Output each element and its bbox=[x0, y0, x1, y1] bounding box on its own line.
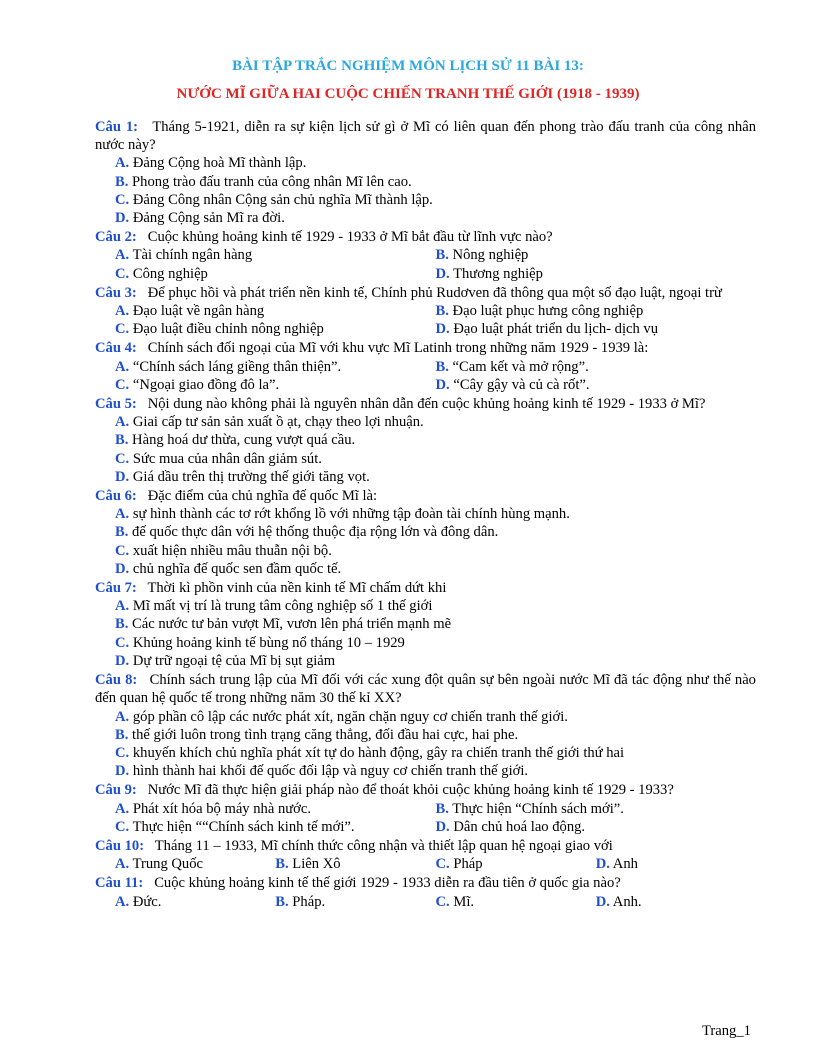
option-letter: C. bbox=[115, 265, 130, 282]
question-9 bbox=[95, 781, 756, 799]
option-letter: C. bbox=[115, 321, 130, 338]
option-letter: C. bbox=[115, 542, 130, 559]
option-letter: D. bbox=[115, 468, 130, 485]
option-letter: D. bbox=[435, 321, 450, 338]
option-text: “Chính sách láng giềng thân thiện”. bbox=[132, 358, 342, 375]
answer-option-a bbox=[115, 800, 436, 818]
option-letter: A. bbox=[115, 708, 130, 725]
option-letter: B. bbox=[115, 616, 129, 633]
answer-options bbox=[95, 413, 756, 486]
option-letter: A. bbox=[115, 358, 130, 375]
option-letter: C. bbox=[115, 634, 130, 651]
answer-option-d bbox=[596, 893, 756, 911]
question-text: Đặc điểm của chủ nghĩa đế quốc Mĩ là: bbox=[147, 488, 378, 505]
answer-option-b bbox=[436, 302, 757, 320]
question-text: Thời kì phồn vinh của nền kinh tế Mĩ chấm dứt khi bbox=[147, 580, 447, 597]
option-letter: D. bbox=[435, 265, 450, 282]
document-title: BÀI TẬP TRẮC NGHIỆM MÔN LỊCH SỬ 11 BÀI 13: bbox=[232, 58, 584, 74]
answer-option-a bbox=[115, 708, 756, 726]
answer-option-c bbox=[115, 744, 756, 762]
answer-option-c bbox=[115, 320, 436, 338]
answer-option-b bbox=[115, 523, 756, 541]
option-letter: B. bbox=[115, 432, 129, 449]
option-letter: D. bbox=[115, 210, 130, 227]
question-text: Nội dung nào không phải là nguyên nhân dẫn đến cuộc khủng hoảng kinh tế 1929 - 1933 ở Mĩ? bbox=[147, 396, 706, 413]
option-letter: B. bbox=[435, 358, 449, 375]
option-text: hình thành hai khối đế quốc đối lập và nguy cơ chiến tranh thế giới. bbox=[132, 763, 529, 780]
option-letter: B. bbox=[435, 303, 449, 320]
question-1 bbox=[95, 118, 756, 154]
question-list bbox=[95, 117, 756, 911]
question-label: Câu 7: bbox=[95, 580, 137, 597]
option-text: Sức mua của nhân dân giảm sút. bbox=[132, 450, 322, 467]
option-text: Đạo luật phục hưng công nghiệp bbox=[452, 303, 644, 320]
question-label: Câu 6: bbox=[95, 488, 137, 505]
option-letter: C. bbox=[115, 450, 130, 467]
option-letter: D. bbox=[595, 893, 610, 910]
answer-option-b bbox=[115, 431, 756, 449]
answer-option-d bbox=[436, 818, 757, 836]
option-text: khuyến khích chủ nghĩa phát xít tự do hành động, gây ra chiến tranh thế giới thứ hai bbox=[132, 744, 625, 761]
option-text: Đạo luật về ngân hàng bbox=[132, 303, 265, 320]
answer-option-c bbox=[115, 818, 436, 836]
answer-options bbox=[95, 708, 756, 781]
option-letter: A. bbox=[115, 414, 130, 431]
answer-options bbox=[95, 893, 756, 911]
option-text: Phát xít hóa bộ máy nhà nước. bbox=[132, 800, 312, 817]
answer-options bbox=[95, 302, 756, 338]
option-text: Đạo luật điều chỉnh nông nghiệp bbox=[132, 321, 324, 338]
option-letter: A. bbox=[115, 506, 130, 523]
option-letter: A. bbox=[115, 598, 130, 615]
option-text: Đảng Công nhân Cộng sản chủ nghĩa Mĩ thành lập. bbox=[132, 191, 433, 208]
answer-options bbox=[95, 154, 756, 227]
option-letter: C. bbox=[115, 744, 130, 761]
question-text: Để phục hồi và phát triển nền kinh tế, Chính phủ Rudơven đã thông qua một số đạo luật, ngoại trừ bbox=[147, 284, 722, 301]
answer-option-c bbox=[115, 265, 436, 283]
option-letter: B. bbox=[115, 726, 129, 743]
option-text: xuất hiện nhiều mâu thuẫn nội bộ. bbox=[132, 542, 332, 559]
answer-option-c bbox=[115, 376, 436, 394]
answer-option-c bbox=[436, 893, 596, 911]
answer-options bbox=[95, 597, 756, 670]
option-letter: B. bbox=[435, 800, 449, 817]
answer-option-a bbox=[115, 154, 756, 172]
option-text: Mĩ mất vị trí là trung tâm công nghiệp số 1 thế giới bbox=[132, 598, 433, 615]
document-subtitle: NƯỚC MĨ GIỮA HAI CUỘC CHIẾN TRANH THẾ GIỚI (1918 - 1939) bbox=[176, 86, 640, 102]
option-text: Đạo luật phát triển du lịch- dịch vụ bbox=[453, 321, 659, 338]
question-label: Câu 8: bbox=[95, 672, 138, 689]
option-text: góp phần cô lập các nước phát xít, ngăn chặn nguy cơ chiến tranh thế giới. bbox=[132, 708, 568, 725]
option-text: sự hình thành các tơ rớt khổng lồ với những tập đoàn tài chính hùng mạnh. bbox=[132, 506, 570, 523]
answer-option-b bbox=[436, 358, 757, 376]
option-text: “Cây gậy và củ cà rốt”. bbox=[453, 376, 590, 393]
option-letter: C. bbox=[435, 893, 450, 910]
answer-option-a bbox=[115, 302, 436, 320]
option-letter: A. bbox=[115, 303, 130, 320]
answer-options bbox=[95, 855, 756, 873]
answer-option-b bbox=[115, 615, 756, 633]
answer-option-d bbox=[115, 652, 756, 670]
option-text: đế quốc thực dân với hệ thống thuộc địa rộng lớn và đông dân. bbox=[132, 524, 499, 541]
answer-option-a bbox=[115, 505, 756, 523]
answer-option-d bbox=[436, 320, 757, 338]
question-text: Tháng 5-1921, diễn ra sự kiện lịch sử gì ở Mĩ có liên quan đến phong trào đấu tranh của công nhân nước này? bbox=[95, 119, 756, 154]
option-letter: B. bbox=[115, 524, 129, 541]
option-text: Dân chủ hoá lao động. bbox=[453, 818, 586, 835]
option-text: Nông nghiệp bbox=[452, 247, 529, 264]
option-text: Liên Xô bbox=[292, 856, 341, 873]
option-letter: A. bbox=[115, 247, 130, 264]
option-letter: B. bbox=[275, 893, 289, 910]
question-label: Câu 2: bbox=[95, 229, 137, 246]
answer-option-d bbox=[596, 855, 756, 873]
option-text: Giai cấp tư sản sản xuất ồ ạt, chạy theo lợi nhuận. bbox=[132, 414, 424, 431]
option-letter: D. bbox=[435, 376, 450, 393]
option-letter: D. bbox=[115, 652, 130, 669]
option-text: “Cam kết và mở rộng”. bbox=[452, 358, 589, 375]
option-letter: C. bbox=[115, 818, 130, 835]
option-letter: D. bbox=[595, 856, 610, 873]
question-11 bbox=[95, 874, 756, 892]
option-text: Phong trào đấu tranh của công nhân Mĩ lên cao. bbox=[132, 173, 412, 190]
option-text: Hàng hoá dư thừa, cung vượt quá cầu. bbox=[132, 432, 356, 449]
page-number: Trang_1 bbox=[702, 1023, 751, 1039]
answer-option-b bbox=[115, 173, 756, 191]
question-label: Câu 11: bbox=[95, 875, 144, 892]
question-label: Câu 5: bbox=[95, 396, 137, 413]
option-text: Các nước tư bản vượt Mĩ, vươn lên phá triển mạnh mẽ bbox=[132, 616, 452, 633]
option-letter: D. bbox=[435, 818, 450, 835]
answer-option-a bbox=[115, 246, 436, 264]
answer-options bbox=[95, 246, 756, 282]
option-text: Anh. bbox=[612, 893, 642, 910]
option-text: thế giới luôn trong tình trạng căng thẳng, đối đầu hai cực, hai phe. bbox=[132, 726, 519, 743]
option-text: Anh bbox=[612, 856, 638, 873]
option-letter: C. bbox=[115, 376, 130, 393]
option-text: Pháp bbox=[453, 856, 483, 873]
question-10 bbox=[95, 837, 756, 855]
option-text: “Ngoại giao đồng đô la”. bbox=[132, 376, 280, 393]
question-label: Câu 1: bbox=[95, 119, 138, 135]
question-3 bbox=[95, 284, 756, 302]
option-letter: C. bbox=[115, 191, 130, 208]
question-label: Câu 3: bbox=[95, 284, 137, 301]
answer-option-c bbox=[115, 191, 756, 209]
answer-option-d bbox=[115, 560, 756, 578]
answer-option-a bbox=[115, 597, 756, 615]
question-7 bbox=[95, 579, 756, 597]
answer-option-b bbox=[436, 246, 757, 264]
option-text: Tài chính ngân hàng bbox=[132, 247, 253, 264]
answer-option-b bbox=[275, 855, 435, 873]
option-letter: D. bbox=[115, 560, 130, 577]
option-text: Trung Quốc bbox=[132, 856, 204, 873]
option-text: Dự trữ ngoại tệ của Mĩ bị sụt giảm bbox=[132, 652, 336, 669]
answer-option-c bbox=[436, 855, 596, 873]
answer-options bbox=[95, 358, 756, 394]
question-label: Câu 10: bbox=[95, 837, 145, 854]
question-6 bbox=[95, 487, 756, 505]
question-text: Chính sách trung lập của Mĩ đối với các xung đột quân sự bên ngoài nước Mĩ đã tác động như thế nào đến quan hệ quốc tế trong những năm 30 thế kỉ XX? bbox=[95, 672, 756, 707]
question-label: Câu 4: bbox=[95, 340, 137, 357]
option-text: Đảng Cộng hoà Mĩ thành lập. bbox=[132, 155, 307, 172]
option-letter: A. bbox=[115, 155, 130, 172]
option-letter: C. bbox=[435, 856, 450, 873]
question-text: Nước Mĩ đã thực hiện giải pháp nào để thoát khỏi cuộc khủng hoảng kinh tế 1929 - 1933? bbox=[147, 782, 674, 799]
answer-option-b bbox=[275, 893, 435, 911]
answer-options bbox=[95, 505, 756, 578]
option-text: Thương nghiệp bbox=[453, 265, 543, 282]
option-text: Đức. bbox=[132, 893, 162, 910]
answer-option-d bbox=[115, 209, 756, 227]
question-text: Tháng 11 – 1933, Mĩ chính thức công nhận và thiết lập quan hệ ngoại giao với bbox=[154, 837, 613, 854]
question-5 bbox=[95, 395, 756, 413]
option-text: Giá dầu trên thị trường thế giới tăng vọt. bbox=[132, 468, 370, 485]
answer-option-d bbox=[436, 265, 757, 283]
option-letter: D. bbox=[115, 763, 130, 780]
answer-option-c bbox=[115, 634, 756, 652]
answer-option-b bbox=[436, 800, 757, 818]
option-text: chủ nghĩa đế quốc sen đầm quốc tế. bbox=[132, 560, 342, 577]
question-8 bbox=[95, 671, 756, 707]
option-text: Thực hiện “Chính sách mới”. bbox=[452, 800, 624, 817]
question-label: Câu 9: bbox=[95, 782, 137, 799]
option-letter: B. bbox=[115, 173, 129, 190]
answer-option-a bbox=[115, 893, 275, 911]
answer-option-c bbox=[115, 542, 756, 560]
option-letter: A. bbox=[115, 856, 130, 873]
question-2 bbox=[95, 228, 756, 246]
answer-option-c bbox=[115, 450, 756, 468]
answer-option-d bbox=[115, 762, 756, 780]
option-text: Khủng hoảng kinh tế bùng nổ tháng 10 – 1929 bbox=[132, 634, 405, 651]
answer-option-a bbox=[115, 358, 436, 376]
option-letter: A. bbox=[115, 893, 130, 910]
question-4 bbox=[95, 339, 756, 357]
answer-option-d bbox=[436, 376, 757, 394]
option-text: Thực hiện ““Chính sách kinh tế mới”. bbox=[132, 818, 355, 835]
option-letter: B. bbox=[275, 856, 289, 873]
answer-option-d bbox=[115, 468, 756, 486]
question-text: Cuộc khủng hoảng kinh tế 1929 - 1933 ở Mĩ bắt đầu từ lĩnh vực nào? bbox=[147, 229, 553, 246]
option-letter: B. bbox=[435, 247, 449, 264]
option-text: Công nghiệp bbox=[132, 265, 208, 282]
option-letter: A. bbox=[115, 800, 130, 817]
question-text: Cuộc khủng hoảng kinh tế thế giới 1929 - 1933 diễn ra đầu tiên ở quốc gia nào? bbox=[154, 875, 621, 892]
answer-option-a bbox=[115, 855, 275, 873]
answer-option-a bbox=[115, 413, 756, 431]
answer-option-b bbox=[115, 726, 756, 744]
option-text: Mĩ. bbox=[453, 893, 475, 910]
question-text: Chính sách đối ngoại của Mĩ với khu vực Mĩ Latinh trong những năm 1929 - 1939 là: bbox=[147, 340, 649, 357]
answer-options bbox=[95, 800, 756, 836]
option-text: Đảng Cộng sản Mĩ ra đời. bbox=[132, 210, 285, 227]
option-text: Pháp. bbox=[292, 893, 326, 910]
